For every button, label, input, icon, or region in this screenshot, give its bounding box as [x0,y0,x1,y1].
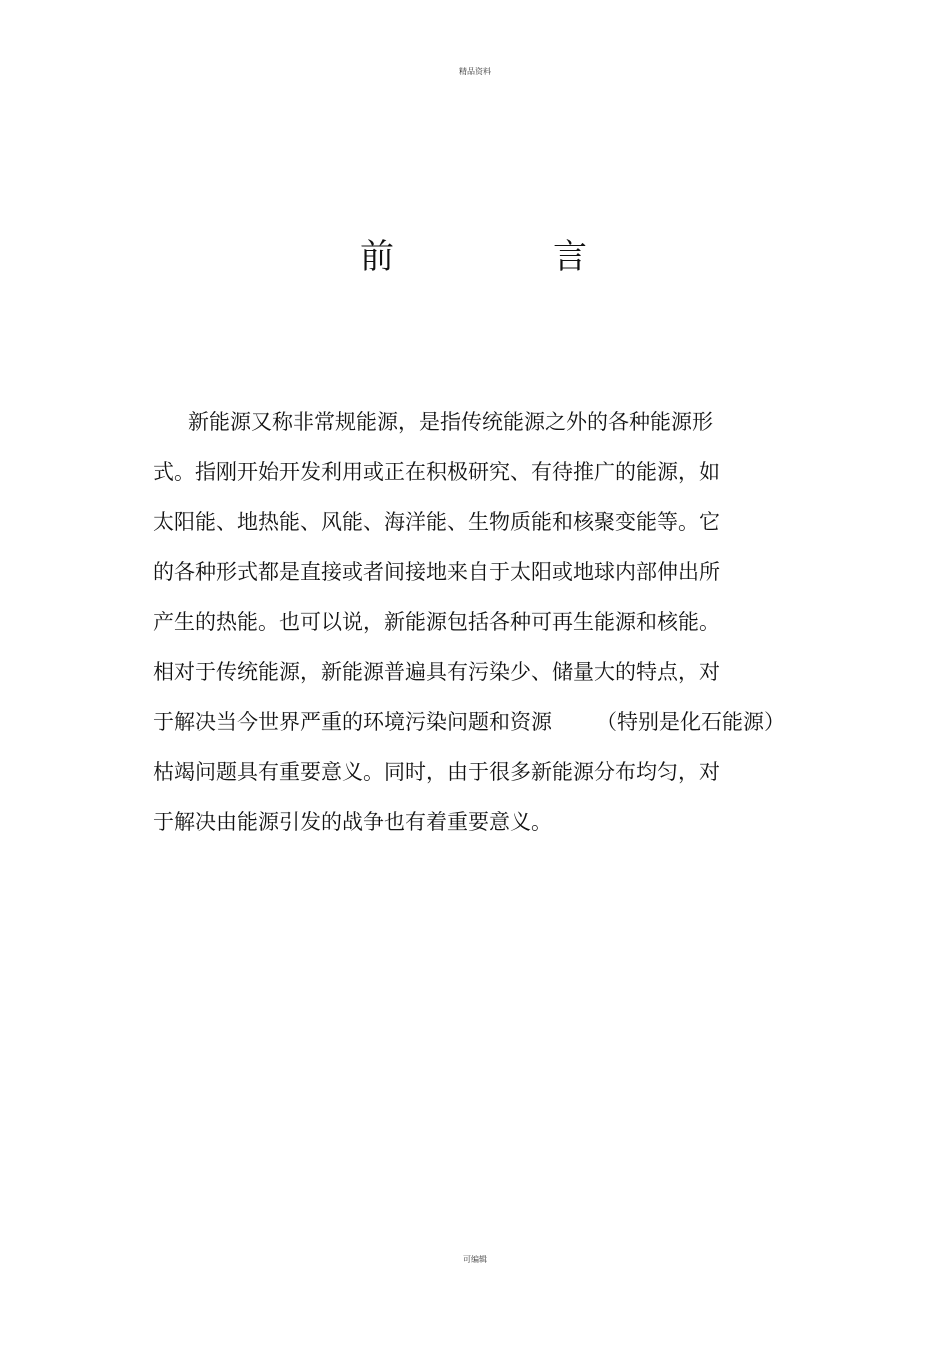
paragraph-line-5: 产生的热能。也可以说，新能源包括各种可再生能源和核能。 [153,610,720,634]
paragraph-line-9: 于解决由能源引发的战争也有着重要意义。 [153,810,552,834]
page-title [0,232,950,282]
paragraph-line-7-main: 于解决当今世界严重的环境污染问题和资源 [153,710,552,734]
paragraph-line-2: 式。指刚开始开发利用或正在积极研究、有待推广的能源，如 [153,460,720,484]
title-char-2: 言 [553,237,587,277]
title-char-1: 前 [360,237,394,277]
paragraph-line-7 [153,697,813,747]
paragraph-line-8: 枯竭问题具有重要意义。同时，由于很多新能源分布均匀，对 [153,760,720,784]
page-footer-note: 可编辑 [463,1255,487,1264]
paragraph-line-4: 的各种形式都是直接或者间接地来自于太阳或地球内部伸出所 [153,560,720,584]
body-paragraph [153,397,813,847]
paragraph-line-3: 太阳能、地热能、风能、海洋能、生物质能和核聚变能等。它 [153,510,720,534]
paragraph-line-7-parenthetical: （特别是化石能源） [596,710,785,734]
paragraph-line-1: 新能源又称非常规能源，是指传统能源之外的各种能源形 [188,410,713,434]
page-header-note: 精品资料 [459,67,491,76]
paragraph-line-6: 相对于传统能源，新能源普遍具有污染少、储量大的特点，对 [153,660,720,684]
